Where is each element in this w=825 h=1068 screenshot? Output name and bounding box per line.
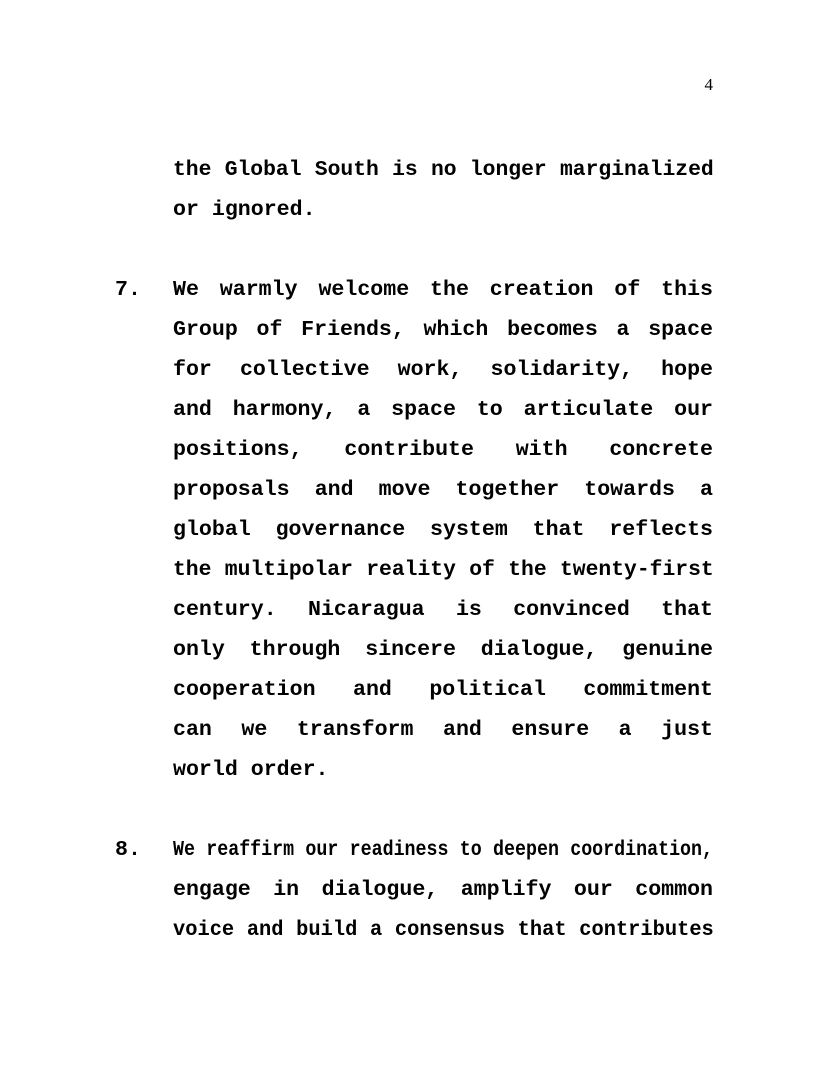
paragraph-number: 7. (115, 278, 141, 302)
paragraph (115, 270, 713, 790)
text-line: We reaffirm our readiness to deepen coordination, (173, 838, 714, 862)
text-line: Group of Friends, which becomes a space (173, 318, 713, 342)
text-line: We warmly welcome the creation of this (173, 278, 713, 302)
paragraph (115, 830, 713, 950)
paragraph-lines (173, 270, 713, 790)
text-line: can we transform and ensure a just (173, 718, 713, 742)
text-line: and harmony, a space to articulate our (173, 398, 713, 422)
text-line: century. Nicaragua is convinced that (173, 598, 713, 622)
page-number: 4 (704, 75, 713, 94)
paragraph (115, 150, 713, 230)
text-line: positions, contribute with concrete (173, 438, 713, 462)
text-line: the multipolar reality of the twenty-first (173, 558, 714, 582)
text-line: voice and build a consensus that contributes (173, 918, 714, 942)
text-line: only through sincere dialogue, genuine (173, 638, 713, 662)
paragraph-lines (173, 830, 713, 950)
paragraph-number: 8. (115, 838, 141, 862)
text-line: or ignored. (173, 198, 316, 222)
text-line: global governance system that reflects (173, 518, 713, 542)
paragraph-lines (173, 150, 713, 230)
text-line: for collective work, solidarity, hope (173, 358, 713, 382)
text-line: the Global South is no longer marginalized (173, 158, 714, 182)
document-body (115, 150, 713, 950)
text-line: world order. (173, 758, 329, 782)
text-line: cooperation and political commitment (173, 678, 713, 702)
text-line: proposals and move together towards a (173, 478, 713, 502)
text-line: engage in dialogue, amplify our common (173, 878, 713, 902)
